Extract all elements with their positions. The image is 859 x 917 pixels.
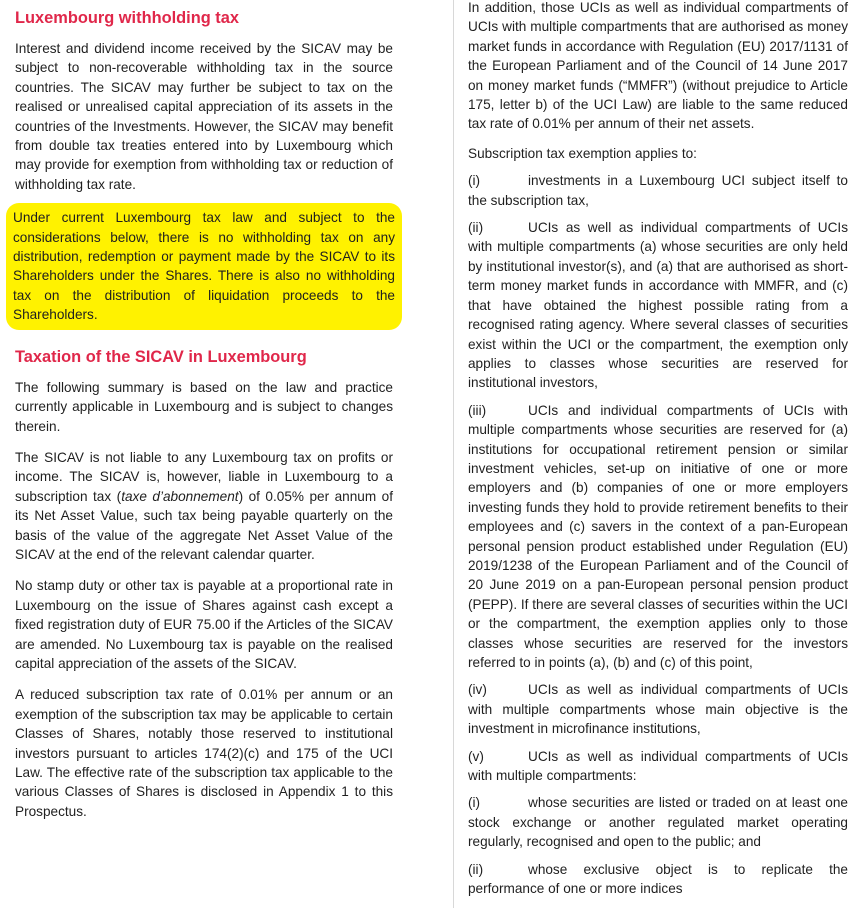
paragraph-mmf-rate: In addition, those UCIs as well as individual compartments of UCIs with multiple compartments that are authorised as money market funds in accordance with Regulation (EU) 2017/1131 of the European Parliament and of the Council of 14 June 2017 on money market funds (“MMFR”) (without prejudice to Article 175, letter b) of the UCI Law) are liable to the same reduced tax rate of 0.01% per annum of their net assets. bbox=[468, 0, 848, 132]
column-divider bbox=[453, 0, 454, 917]
list-item bbox=[468, 171, 848, 210]
item-number: (ii) bbox=[468, 220, 484, 236]
paragraph-no-withholding: Under current Luxembourg tax law and subject to the considerations below, there is no withholding tax on any distribution, redemption or payment made by the SICAV to its Shareholders under the Shares. There is also no withholding tax on the distribution of liquidation proceeds to the Shareholders. bbox=[13, 210, 395, 323]
paragraph-exemption-intro: Subscription tax exemption applies to: bbox=[468, 145, 697, 161]
paragraph-summary-basis: The following summary is based on the law and practice currently applicable in Luxembourg and is subject to changes therein. bbox=[15, 379, 393, 434]
list-item bbox=[468, 860, 848, 899]
item-number: (iii) bbox=[468, 402, 487, 418]
paragraph-subscription-tax bbox=[15, 448, 393, 564]
paragraph-stamp-duty: No stamp duty or other tax is payable at a proportional rate in Luxembourg on the issue of Shares against cash except a fixed registration duty of EUR 75.00 if the Articles of the SICAV are amended. No Luxembourg tax is payable on the realised capital appreciation of the assets of the SICAV. bbox=[15, 578, 393, 671]
paragraph-withholding-intro: Interest and dividend income received by the SICAV may be subject to non-recoverable withholding tax in the source countries. The SICAV may further be subject to tax on the realised or unrealised capital appreciation of its assets in the countries of the Investments. However, the SICAV may benefit from double tax treaties entered into by Luxembourg which may provide for exemption from withholding tax or reduction of withholding tax rate. bbox=[15, 41, 393, 192]
item-text: UCIs and individual compartments of UCIs with multiple compartments whose securities are reserved for (a) institutions for occupational retirement pension or similar investment vehicles, set-up on initiative of one or more employers and (b) companies of one or more employers investing funds they hold to provide retirement benefits to their employees and (c) savers in the context of a pan-European personal pension product established under Regulation (EU) 2019/1238 of the European Parliament and of the Council of 20 June 2019 on a pan-European personal pension product (PEPP). If there are several classes of securities within the UCI or the compartment, the exemption applies only to those classes whose securities are reserved for the investors referred to in points (a), (b) and (c) of this point, bbox=[468, 402, 849, 670]
heading-withholding-tax: Luxembourg withholding tax bbox=[15, 9, 239, 27]
paragraph-reduced-rate: A reduced subscription tax rate of 0.01% per annum or an exemption of the subscription tax may be applicable to certain Classes of Shares, notably those reserved to institutional investors pursuant to articles 174(2)(c) and 175 of the UCI Law. The effective rate of the subscription tax applicable to the various Classes of Shares is disclosed in Appendix 1 to this Prospectus. bbox=[15, 687, 393, 819]
heading-taxation-sicav: Taxation of the SICAV in Luxembourg bbox=[15, 347, 307, 366]
list-item bbox=[468, 747, 848, 786]
list-item bbox=[468, 218, 848, 393]
italic-term: taxe d’abonnement bbox=[121, 488, 239, 504]
text-segment: ) of 0.05% per annum of its Net Asset Value, such tax being payable quarterly on the basis of the value of the aggregate Net Asset Value of the SICAV at the end of the relevant calendar quarter. bbox=[15, 488, 394, 562]
list-item bbox=[468, 401, 848, 673]
item-number: (v) bbox=[468, 748, 484, 764]
list-item bbox=[468, 680, 848, 738]
item-number: (i) bbox=[468, 173, 481, 189]
left-column bbox=[15, 8, 393, 830]
list-item bbox=[468, 793, 848, 851]
item-text: whose exclusive object is to replicate the performance of one or more indices bbox=[468, 861, 848, 897]
item-text: UCIs as well as individual compartments of UCIs with multiple compartments: bbox=[468, 748, 848, 784]
item-text: UCIs as well as individual compartments of UCIs with multiple compartments (a) whose securities are only held by institutional investor(s), and (a) that are authorised as short-term money market funds in accordance with MMFR, and (c) that have obtained the highest possible rating from a recognised rating agency. Where several classes of securities exist within the UCI or the compartment, the exemption only applies to classes whose securities are reserved for institutional investors, bbox=[468, 220, 848, 391]
item-text: whose securities are listed or traded on at least one stock exchange or another regulated market operating regularly, recognised and open to the public; and bbox=[468, 795, 848, 850]
page-bottom-crop bbox=[0, 908, 859, 917]
item-number: (ii) bbox=[468, 861, 484, 877]
item-text: UCIs as well as individual compartments of UCIs with multiple compartments whose main objective is the investment in microfinance institutions, bbox=[468, 682, 848, 737]
item-text: investments in a Luxembourg UCI subject itself to the subscription tax, bbox=[468, 173, 848, 208]
item-number: (iv) bbox=[468, 682, 487, 698]
item-number: (i) bbox=[468, 795, 481, 811]
highlighted-passage bbox=[9, 206, 399, 326]
text-segment: The SICAV is not liable to any Luxembourg tax on profits or income. The SICAV is, however, liable in Luxembourg to a subscription tax ( bbox=[15, 449, 393, 504]
right-column bbox=[468, 0, 848, 906]
